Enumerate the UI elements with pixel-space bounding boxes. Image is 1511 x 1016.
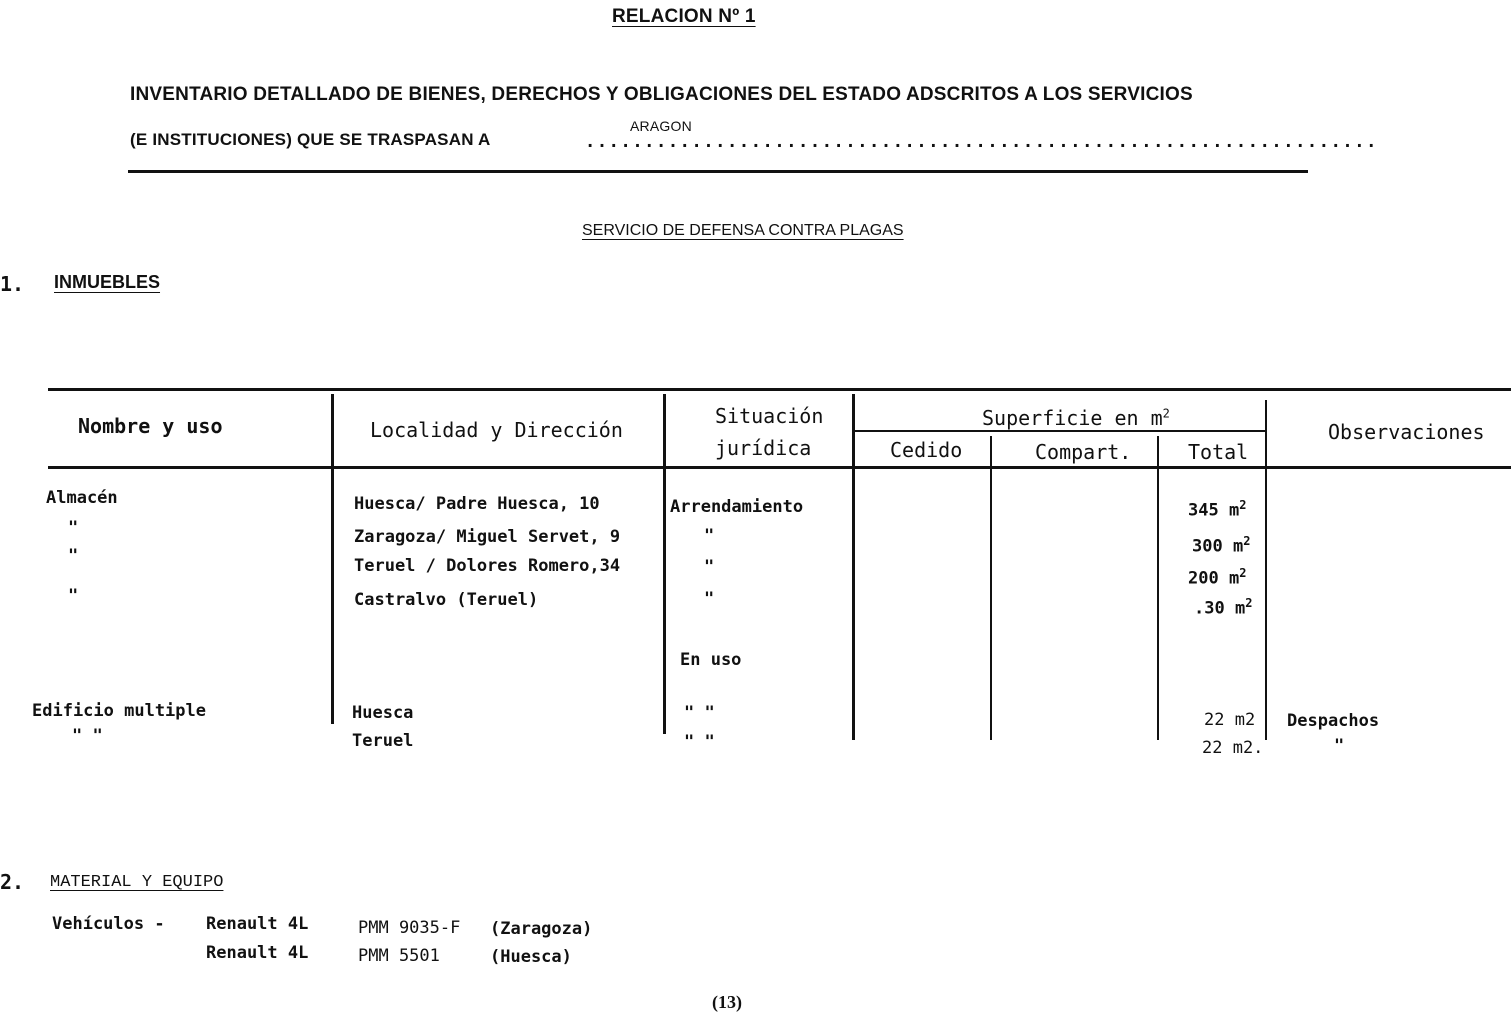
section2-number: 2. [0, 870, 25, 894]
inventory-heading-line1: INVENTARIO DETALLADO DE BIENES, DERECHOS Y OBLIGACIONES DEL ESTADO ADSCRITOS A LOS SERVICIOS [130, 84, 1193, 105]
cell-localidad: Teruel / Dolores Romero,34 [354, 556, 621, 576]
cell-localidad: Huesca [352, 703, 414, 723]
relacion-title: RELACION Nº 1 [612, 6, 756, 27]
cell-total: 200 $m^2$ [1188, 566, 1247, 589]
table-top-rule [48, 388, 1511, 391]
col-divider-3 [852, 394, 855, 740]
header-compart: Compart. [1035, 440, 1132, 464]
col-divider-1 [331, 394, 334, 724]
section1-title: INMUEBLES [54, 272, 161, 292]
vehicle-model: Renault 4L [206, 914, 309, 934]
vehicle-model: Renault 4L [206, 943, 309, 963]
cell-total: .30 $m^2$ [1194, 596, 1253, 619]
superficie-sub-rule [855, 430, 1267, 432]
cell-situacion: En uso [680, 650, 742, 670]
vehicle-plate: PMM 5501 [358, 946, 440, 966]
cell-situacion: " " [684, 732, 715, 752]
col-divider-4 [990, 436, 992, 740]
region-name: ARAGON [630, 118, 692, 134]
cell-total: 22 m2 [1204, 710, 1256, 730]
header-localidad: Localidad y Dirección [370, 418, 623, 442]
header-situacion-2: jurídica [715, 436, 812, 460]
cell-total: 300 $m^2$ [1192, 534, 1251, 557]
col-divider-2 [663, 394, 666, 734]
header-nombre: Nombre y uso [78, 414, 223, 438]
cell-localidad: Huesca/ Padre Huesca, 10 [354, 494, 600, 514]
section2-title: MATERIAL Y EQUIPO [50, 873, 224, 892]
cell-situacion: " [704, 526, 715, 546]
col-divider-5 [1157, 436, 1159, 740]
cell-situacion: " [704, 589, 715, 609]
cell-nombre: " [68, 518, 79, 538]
cell-nombre: " [68, 546, 79, 566]
col-divider-6 [1265, 400, 1267, 740]
header-total: Total [1188, 440, 1249, 464]
fill-dots: ................................................................... [585, 132, 1378, 152]
cell-nombre: " " [72, 726, 103, 746]
section1-number: 1. [0, 272, 25, 296]
cell-nombre: Almacén [46, 488, 118, 508]
cell-observaciones: " [1334, 736, 1345, 756]
cell-localidad: Zaragoza/ Miguel Servet, 9 [354, 527, 621, 547]
header-superficie: Superficie en $m^2$ [982, 406, 1170, 430]
vehicle-place: (Zaragoza) [490, 919, 593, 939]
vehicle-plate: PMM 9035-F [358, 918, 461, 938]
header-observaciones: Observaciones [1328, 420, 1485, 444]
cell-localidad: Castralvo (Teruel) [354, 590, 539, 610]
cell-situacion: Arrendamiento [670, 497, 804, 517]
cell-total: 22 m2. [1202, 738, 1264, 758]
vehiculos-label: Vehículos - [52, 914, 165, 934]
page-number: (13) [712, 992, 742, 1012]
cell-localidad: Teruel [352, 731, 414, 751]
cell-total: 345 $m^2$ [1188, 498, 1247, 521]
cell-observaciones: Despachos [1287, 711, 1380, 731]
header-situacion-1: Situación [715, 404, 824, 428]
vehicle-place: (Huesca) [490, 947, 572, 967]
inventory-heading-line2: (E INSTITUCIONES) QUE SE TRASPASAN A [130, 130, 491, 149]
cell-nombre: " [68, 586, 79, 606]
cell-situacion: " " [684, 703, 715, 723]
cell-nombre: Edificio multiple [32, 701, 206, 721]
service-title: SERVICIO DE DEFENSA CONTRA PLAGAS [582, 222, 904, 239]
header-cedido: Cedido [890, 438, 963, 462]
table-header-rule [48, 466, 1511, 469]
header-rule [128, 170, 1308, 173]
cell-situacion: " [704, 557, 715, 577]
